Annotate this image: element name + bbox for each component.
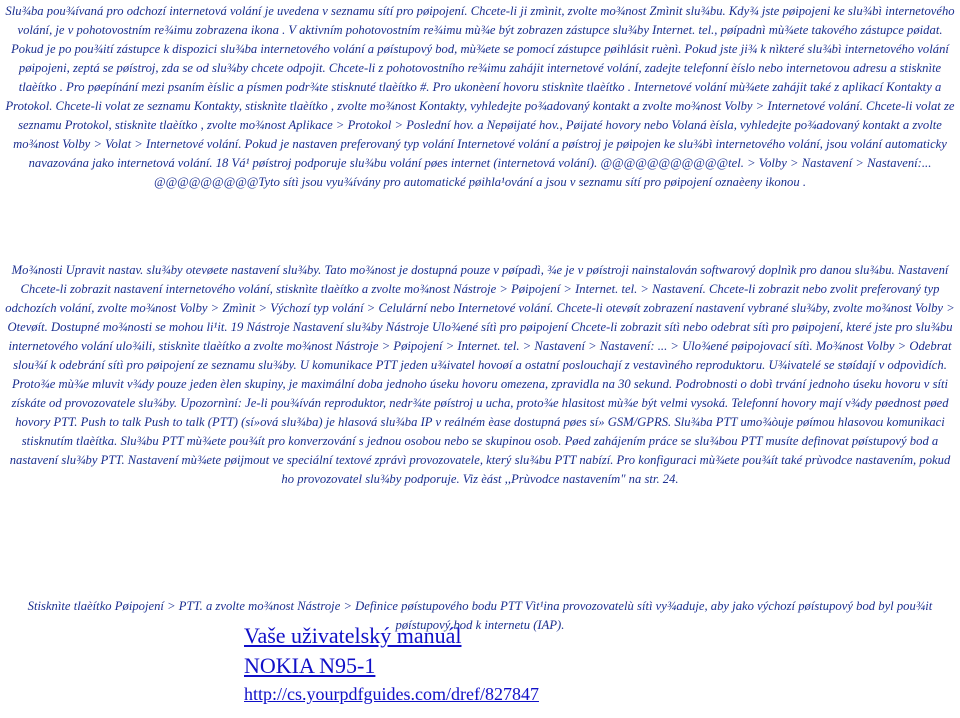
device-model-link[interactable]: NOKIA N95-1: [244, 653, 376, 678]
user-manual-link[interactable]: Vaše uživatelský manuál: [244, 623, 462, 648]
manual-url-link[interactable]: http://cs.yourpdfguides.com/dref/827847: [244, 684, 539, 704]
manual-links: [244, 621, 644, 707]
paragraph-1: Slu¾ba pou¾ívaná pro odchozí internetová volání je uvedena v seznamu sítí pro pøipojení. Chcete-li ji zmìnit, zvolte mo¾nost Zmìnit slu¾bu. Kdy¾ jste pøipojeni ke slu¾bì internetového volání, je v pohotovostním re¾imu zobrazena ikona . V aktivním pohotovostním re¾imu mù¾e být zobrazen zástupce slu¾by Internet. tel., pøípadnì mù¾ete takového zástupce pøidat. Pokud je po pou¾ití zástupce k dispozici slu¾ba internetového volání a pøístupový bod, mù¾ete se pomocí zástupce pøihlásit ruènì. Pokud jste ji¾ k nìkteré slu¾bì internetového volání pøipojeni, zeptá se pøístroj, zda se od slu¾by chcete odpojit. Chcete-li z pohotovostního re¾imu zahájit internetové volání, zadejte telefonní èíslo nebo internetovou adresu a stisknìte tlaèítko . Pro pøepínání mezi psaním èíslic a písmen podr¾te stisknuté tlaèítko #. Pro ukonèení hovoru stisknìte tlaèítko . Internetové volání mù¾ete zahájit také z aplikací Kontakty a Protokol. Chcete-li volat ze seznamu Kontakty, stisknìte tlaèítko , zvolte mo¾nost Kontakty, vyhledejte po¾adovaný kontakt a zvolte mo¾nost Volby > Internetové volání. Chcete-li volat ze seznamu Protokol, stisknìte tlaèítko , zvolte mo¾nost Aplikace > Protokol > Poslední hov. a Nepøijaté hov., Pøijaté hovory nebo Volaná èísla, vyhledejte po¾adovaný kontakt a zvolte mo¾nost Volby > Volat > Internetové volání. Pokud je nastaven preferovaný typ volání Internetové volání a pøístroj je pøipojen ke slu¾bì internetového volání, jsou volání automaticky navazována jako internetová volání. 18 Vá¹ pøístroj podporuje slu¾bu volání pøes internet (internetová volání). @@@@@@@@@@@tel. > Volby > Nastavení > Nastavení:... @@@@@@@@@Tyto sítì jsou vyu¾ívány pro automatické pøihla¹ování a jsou v seznamu sítí pro pøipojení oznaèeny ikonou .: [5, 4, 955, 189]
paragraph-2: Mo¾nosti Upravit nastav. slu¾by otevøete nastavení slu¾by. Tato mo¾nost je dostupná pouze v pøípadì, ¾e je v pøístroji nainstalován softwarový doplnìk pro danou slu¾bu. Nastavení Chcete-li zobrazit nastavení internetového volání, stisknìte tlaèítko a zvolte mo¾nost Nástroje > Pøipojení > Internet. tel. > Nastavení. Chcete-li zobrazit nebo zvolit preferovaný typ odchozích volání, zvolte mo¾nost Volby > Zmìnit > Výchozí typ volání > Celulární nebo Internetové volání. Chcete-li otevøít zobrazení nastavení vybrané slu¾by, zvolte mo¾nost Volby > Otevøít. Dostupné mo¾nosti se mohou li¹it. 19 Nástroje Nastavení slu¾by Nástroje Ulo¾ené sítì pro pøipojení Chcete-li zobrazit sítì nebo odebrat sítì pro pøipojení, které jste pro slu¾bu internetového volání ulo¾ili, stisknìte tlaèítko a zvolte mo¾nost Nástroje > Pøipojení > Internet. tel. > Nastavení > Nastavení: ... > Ulo¾ené pøipojovací sítì. Mo¾nost Volby > Odebrat slou¾í k odebrání sítì pro pøipojení ze seznamu slu¾by. U komunikace PTT jeden u¾ivatel hovoøí a ostatní poslouchají z vestavìného reproduktoru. U¾ivatelé se støídají v odpovìdích. Proto¾e mù¾e mluvit v¾dy pouze jeden èlen skupiny, je maximální doba jednoho úseku hovoru omezena, zpravidla na 30 sekund. Podrobnosti o dobì trvání jednoho úseku hovoru v síti získáte od provozovatele slu¾by. Upozornìní: Je-li pou¾íván reproduktor, nedr¾te pøístroj u ucha, proto¾e hlasitost mù¾e být velmi vysoká. Telefonní hovory mají v¾dy pøednost pøed hovory PTT. Push to talk Push to talk (PTT) (sí»ová slu¾ba) je hlasová slu¾ba IP v reálném èase dostupná pøes sí» GSM/GPRS. Slu¾ba PTT umo¾òuje pøímou hlasovou komunikaci stisknutím tlaèítka. Slu¾bu PTT mù¾ete pou¾ít pro konverzování s jednou osobou nebo se skupinou osob. Pøed zahájením práce se slu¾bou PTT musíte definovat pøístupový bod a nastavení slu¾by PTT. Nastavení mù¾ete pøijmout ve speciální textové zprávì provozovatele, který slu¾bu PTT nabízí. Pro konfiguraci mù¾ete pou¾ít také prùvodce nastavením, pokud ho provozovatel slu¾by podporuje. Viz èást ,,Prùvodce nastavením" na str. 24.: [5, 263, 955, 486]
paragraph-3: Stisknìte tlaèítko Pøipojení > PTT. a zvolte mo¾nost Nástroje > Definice pøístupového bodu PTT Vìt¹ina provozovatelù sítì vy¾aduje, aby jako výchozí pøístupový bod byl pou¾it pøístupový bod k internetu (IAP).: [27, 599, 933, 632]
